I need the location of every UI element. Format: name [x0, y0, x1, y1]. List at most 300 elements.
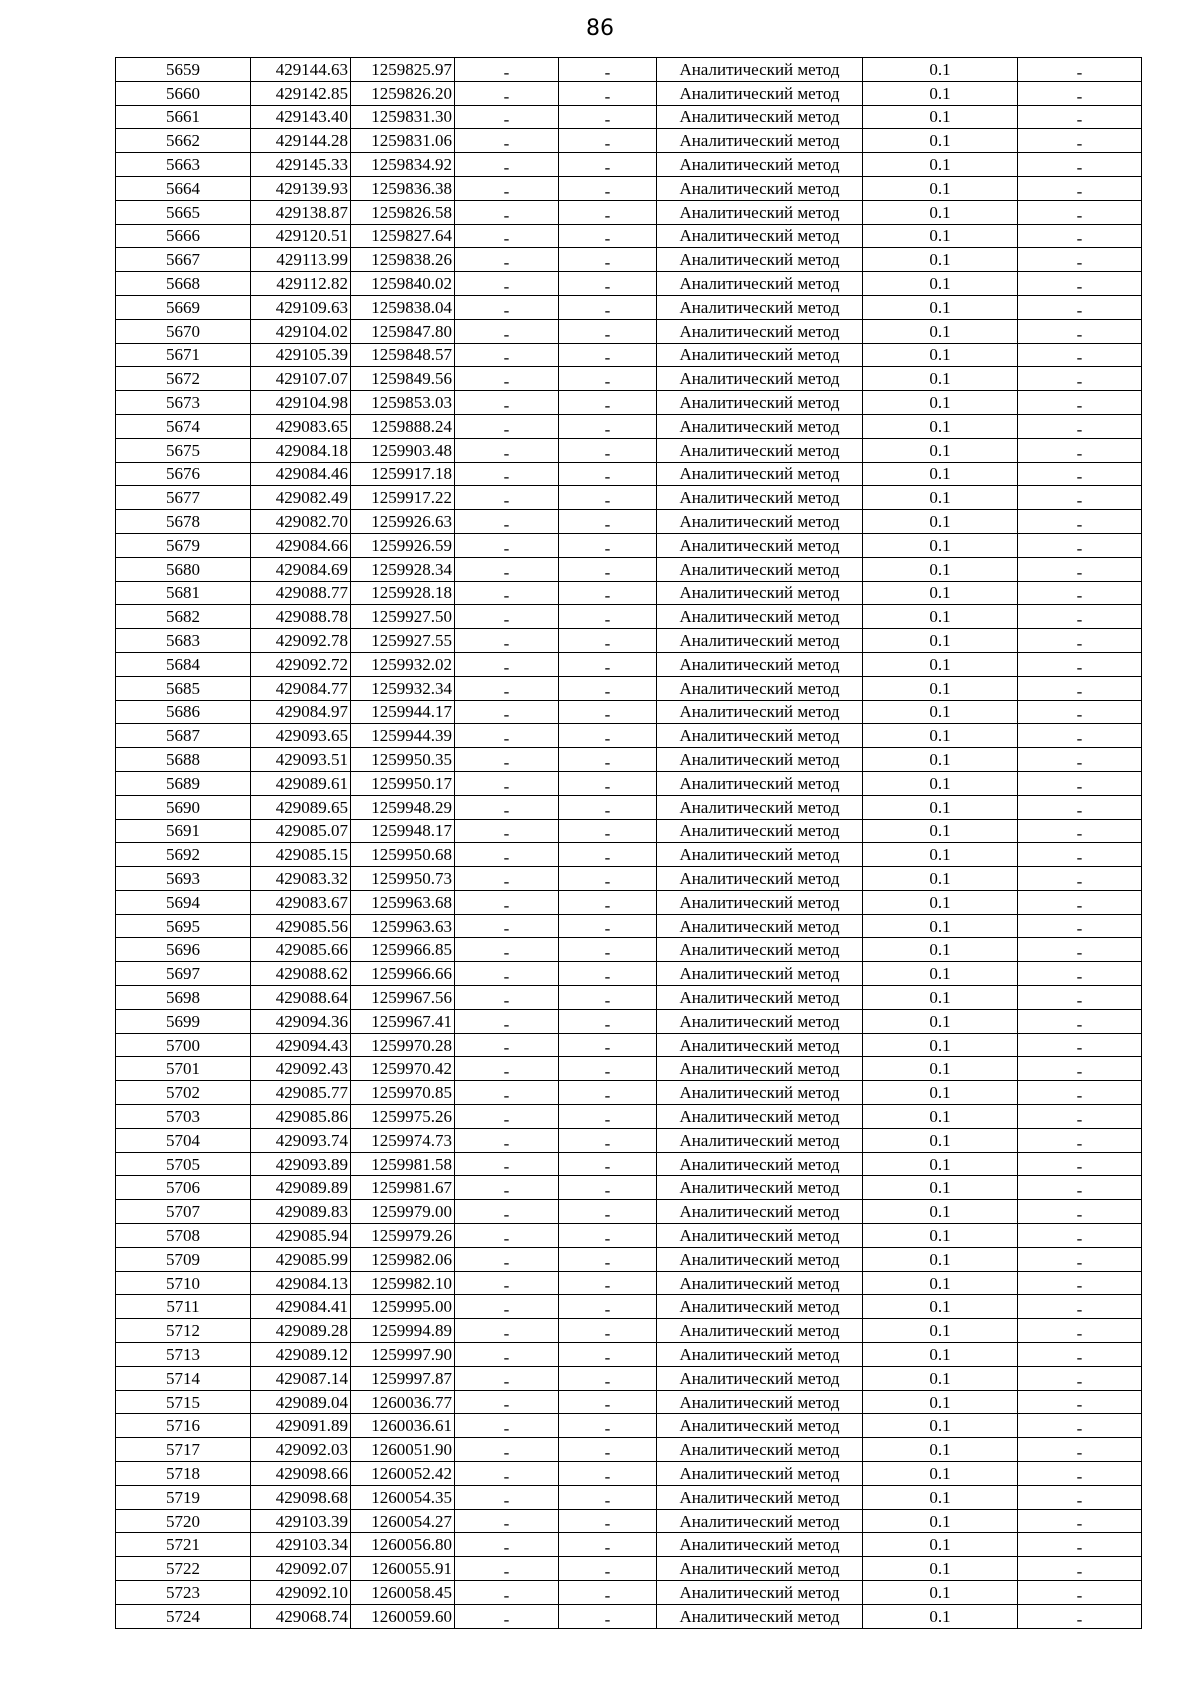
column-4-cell: - — [455, 986, 559, 1010]
y-coordinate-cell: 1259950.73 — [351, 867, 455, 891]
column-4-cell: - — [455, 1509, 559, 1533]
column-8-cell: - — [1018, 105, 1142, 129]
x-coordinate-cell: 429087.14 — [251, 1366, 351, 1390]
accuracy-cell: 0.1 — [863, 510, 1018, 534]
accuracy-cell: 0.1 — [863, 1414, 1018, 1438]
column-4-cell: - — [455, 1152, 559, 1176]
column-8-cell: - — [1018, 224, 1142, 248]
y-coordinate-cell: 1259944.17 — [351, 700, 455, 724]
table-row — [116, 914, 1142, 938]
accuracy-cell: 0.1 — [863, 1462, 1018, 1486]
method-cell: Аналитический метод — [657, 272, 863, 296]
column-4-cell: - — [455, 200, 559, 224]
method-cell: Аналитический метод — [657, 1462, 863, 1486]
table-row — [116, 1033, 1142, 1057]
point-number-cell: 5664 — [116, 176, 251, 200]
column-8-cell: - — [1018, 605, 1142, 629]
x-coordinate-cell: 429084.69 — [251, 557, 351, 581]
column-5-cell: - — [559, 319, 657, 343]
point-number-cell: 5669 — [116, 295, 251, 319]
table-row — [116, 319, 1142, 343]
method-cell: Аналитический метод — [657, 248, 863, 272]
accuracy-cell: 0.1 — [863, 962, 1018, 986]
x-coordinate-cell: 429120.51 — [251, 224, 351, 248]
column-4-cell: - — [455, 605, 559, 629]
column-8-cell: - — [1018, 890, 1142, 914]
method-cell: Аналитический метод — [657, 1343, 863, 1367]
table-row — [116, 581, 1142, 605]
y-coordinate-cell: 1259963.63 — [351, 914, 455, 938]
accuracy-cell: 0.1 — [863, 1343, 1018, 1367]
point-number-cell: 5723 — [116, 1581, 251, 1605]
column-8-cell: - — [1018, 867, 1142, 891]
column-4-cell: - — [455, 1485, 559, 1509]
column-8-cell: - — [1018, 843, 1142, 867]
point-number-cell: 5724 — [116, 1604, 251, 1628]
table-row — [116, 153, 1142, 177]
x-coordinate-cell: 429103.39 — [251, 1509, 351, 1533]
accuracy-cell: 0.1 — [863, 1081, 1018, 1105]
method-cell: Аналитический метод — [657, 748, 863, 772]
x-coordinate-cell: 429098.68 — [251, 1485, 351, 1509]
column-4-cell: - — [455, 843, 559, 867]
column-4-cell: - — [455, 510, 559, 534]
method-cell: Аналитический метод — [657, 343, 863, 367]
method-cell: Аналитический метод — [657, 1390, 863, 1414]
column-8-cell: - — [1018, 1105, 1142, 1129]
y-coordinate-cell: 1259834.92 — [351, 153, 455, 177]
accuracy-cell: 0.1 — [863, 295, 1018, 319]
column-5-cell: - — [559, 938, 657, 962]
table-row — [116, 1224, 1142, 1248]
column-5-cell: - — [559, 367, 657, 391]
column-4-cell: - — [455, 629, 559, 653]
method-cell: Аналитический метод — [657, 1271, 863, 1295]
accuracy-cell: 0.1 — [863, 795, 1018, 819]
accuracy-cell: 0.1 — [863, 486, 1018, 510]
accuracy-cell: 0.1 — [863, 1152, 1018, 1176]
column-5-cell: - — [559, 1319, 657, 1343]
accuracy-cell: 0.1 — [863, 533, 1018, 557]
y-coordinate-cell: 1259970.42 — [351, 1057, 455, 1081]
method-cell: Аналитический метод — [657, 867, 863, 891]
accuracy-cell: 0.1 — [863, 224, 1018, 248]
y-coordinate-cell: 1259926.59 — [351, 533, 455, 557]
method-cell: Аналитический метод — [657, 890, 863, 914]
point-number-cell: 5681 — [116, 581, 251, 605]
column-5-cell: - — [559, 343, 657, 367]
x-coordinate-cell: 429085.86 — [251, 1105, 351, 1129]
accuracy-cell: 0.1 — [863, 176, 1018, 200]
x-coordinate-cell: 429091.89 — [251, 1414, 351, 1438]
column-4-cell: - — [455, 1557, 559, 1581]
y-coordinate-cell: 1259979.26 — [351, 1224, 455, 1248]
accuracy-cell: 0.1 — [863, 771, 1018, 795]
column-8-cell: - — [1018, 1319, 1142, 1343]
method-cell: Аналитический метод — [657, 1200, 863, 1224]
column-8-cell: - — [1018, 1176, 1142, 1200]
column-8-cell: - — [1018, 1200, 1142, 1224]
column-8-cell: - — [1018, 1533, 1142, 1557]
y-coordinate-cell: 1259917.18 — [351, 462, 455, 486]
accuracy-cell: 0.1 — [863, 605, 1018, 629]
point-number-cell: 5688 — [116, 748, 251, 772]
point-number-cell: 5684 — [116, 652, 251, 676]
x-coordinate-cell: 429089.12 — [251, 1343, 351, 1367]
accuracy-cell: 0.1 — [863, 748, 1018, 772]
method-cell: Аналитический метод — [657, 129, 863, 153]
y-coordinate-cell: 1260055.91 — [351, 1557, 455, 1581]
x-coordinate-cell: 429093.74 — [251, 1128, 351, 1152]
column-8-cell: - — [1018, 652, 1142, 676]
column-8-cell: - — [1018, 819, 1142, 843]
column-8-cell: - — [1018, 295, 1142, 319]
x-coordinate-cell: 429084.77 — [251, 676, 351, 700]
table-row — [116, 1414, 1142, 1438]
point-number-cell: 5701 — [116, 1057, 251, 1081]
column-4-cell: - — [455, 224, 559, 248]
column-8-cell: - — [1018, 1485, 1142, 1509]
accuracy-cell: 0.1 — [863, 1295, 1018, 1319]
column-5-cell: - — [559, 819, 657, 843]
column-8-cell: - — [1018, 962, 1142, 986]
point-number-cell: 5712 — [116, 1319, 251, 1343]
column-4-cell: - — [455, 105, 559, 129]
column-4-cell: - — [455, 1247, 559, 1271]
point-number-cell: 5704 — [116, 1128, 251, 1152]
point-number-cell: 5660 — [116, 81, 251, 105]
column-8-cell: - — [1018, 1343, 1142, 1367]
method-cell: Аналитический метод — [657, 176, 863, 200]
method-cell: Аналитический метод — [657, 652, 863, 676]
column-8-cell: - — [1018, 1033, 1142, 1057]
column-5-cell: - — [559, 1343, 657, 1367]
point-number-cell: 5662 — [116, 129, 251, 153]
column-4-cell: - — [455, 1081, 559, 1105]
x-coordinate-cell: 429084.66 — [251, 533, 351, 557]
column-8-cell: - — [1018, 129, 1142, 153]
method-cell: Аналитический метод — [657, 1057, 863, 1081]
column-8-cell: - — [1018, 533, 1142, 557]
column-8-cell: - — [1018, 176, 1142, 200]
column-8-cell: - — [1018, 272, 1142, 296]
accuracy-cell: 0.1 — [863, 248, 1018, 272]
column-5-cell: - — [559, 1581, 657, 1605]
column-8-cell: - — [1018, 1009, 1142, 1033]
x-coordinate-cell: 429088.78 — [251, 605, 351, 629]
column-4-cell: - — [455, 1105, 559, 1129]
x-coordinate-cell: 429145.33 — [251, 153, 351, 177]
column-5-cell: - — [559, 1438, 657, 1462]
column-5-cell: - — [559, 58, 657, 82]
column-8-cell: - — [1018, 1152, 1142, 1176]
point-number-cell: 5678 — [116, 510, 251, 534]
method-cell: Аналитический метод — [657, 438, 863, 462]
x-coordinate-cell: 429092.10 — [251, 1581, 351, 1605]
column-4-cell: - — [455, 1128, 559, 1152]
point-number-cell: 5696 — [116, 938, 251, 962]
method-cell: Аналитический метод — [657, 1009, 863, 1033]
table-row — [116, 1009, 1142, 1033]
table-row — [116, 343, 1142, 367]
x-coordinate-cell: 429089.61 — [251, 771, 351, 795]
column-4-cell: - — [455, 676, 559, 700]
column-8-cell: - — [1018, 1128, 1142, 1152]
column-4-cell: - — [455, 962, 559, 986]
y-coordinate-cell: 1259825.97 — [351, 58, 455, 82]
accuracy-cell: 0.1 — [863, 557, 1018, 581]
table-row — [116, 58, 1142, 82]
column-5-cell: - — [559, 272, 657, 296]
method-cell: Аналитический метод — [657, 795, 863, 819]
table-row — [116, 224, 1142, 248]
column-4-cell: - — [455, 1414, 559, 1438]
method-cell: Аналитический метод — [657, 1414, 863, 1438]
x-coordinate-cell: 429089.04 — [251, 1390, 351, 1414]
method-cell: Аналитический метод — [657, 1509, 863, 1533]
x-coordinate-cell: 429142.85 — [251, 81, 351, 105]
column-5-cell: - — [559, 105, 657, 129]
column-5-cell: - — [559, 414, 657, 438]
method-cell: Аналитический метод — [657, 629, 863, 653]
accuracy-cell: 0.1 — [863, 867, 1018, 891]
method-cell: Аналитический метод — [657, 1081, 863, 1105]
y-coordinate-cell: 1259950.35 — [351, 748, 455, 772]
method-cell: Аналитический метод — [657, 1105, 863, 1129]
x-coordinate-cell: 429085.99 — [251, 1247, 351, 1271]
method-cell: Аналитический метод — [657, 319, 863, 343]
table-row — [116, 1295, 1142, 1319]
table-row — [116, 629, 1142, 653]
column-5-cell: - — [559, 1009, 657, 1033]
y-coordinate-cell: 1260036.77 — [351, 1390, 455, 1414]
column-8-cell: - — [1018, 1414, 1142, 1438]
accuracy-cell: 0.1 — [863, 1319, 1018, 1343]
accuracy-cell: 0.1 — [863, 1176, 1018, 1200]
column-4-cell: - — [455, 1009, 559, 1033]
accuracy-cell: 0.1 — [863, 58, 1018, 82]
column-4-cell: - — [455, 1033, 559, 1057]
column-4-cell: - — [455, 153, 559, 177]
column-8-cell: - — [1018, 748, 1142, 772]
column-8-cell: - — [1018, 1295, 1142, 1319]
x-coordinate-cell: 429089.28 — [251, 1319, 351, 1343]
accuracy-cell: 0.1 — [863, 1224, 1018, 1248]
accuracy-cell: 0.1 — [863, 129, 1018, 153]
x-coordinate-cell: 429082.70 — [251, 510, 351, 534]
column-4-cell: - — [455, 486, 559, 510]
x-coordinate-cell: 429103.34 — [251, 1533, 351, 1557]
y-coordinate-cell: 1259970.85 — [351, 1081, 455, 1105]
column-8-cell: - — [1018, 486, 1142, 510]
method-cell: Аналитический метод — [657, 367, 863, 391]
x-coordinate-cell: 429083.32 — [251, 867, 351, 891]
column-8-cell: - — [1018, 438, 1142, 462]
y-coordinate-cell: 1259948.29 — [351, 795, 455, 819]
column-5-cell: - — [559, 1128, 657, 1152]
method-cell: Аналитический метод — [657, 1604, 863, 1628]
y-coordinate-cell: 1259995.00 — [351, 1295, 455, 1319]
column-5-cell: - — [559, 438, 657, 462]
method-cell: Аналитический метод — [657, 1581, 863, 1605]
point-number-cell: 5721 — [116, 1533, 251, 1557]
table-row — [116, 414, 1142, 438]
table-row — [116, 533, 1142, 557]
table-row — [116, 962, 1142, 986]
y-coordinate-cell: 1259840.02 — [351, 272, 455, 296]
column-4-cell: - — [455, 890, 559, 914]
column-5-cell: - — [559, 129, 657, 153]
column-4-cell: - — [455, 795, 559, 819]
accuracy-cell: 0.1 — [863, 1604, 1018, 1628]
point-number-cell: 5665 — [116, 200, 251, 224]
accuracy-cell: 0.1 — [863, 391, 1018, 415]
x-coordinate-cell: 429085.94 — [251, 1224, 351, 1248]
table-row — [116, 1343, 1142, 1367]
method-cell: Аналитический метод — [657, 533, 863, 557]
x-coordinate-cell: 429104.02 — [251, 319, 351, 343]
accuracy-cell: 0.1 — [863, 1390, 1018, 1414]
method-cell: Аналитический метод — [657, 819, 863, 843]
y-coordinate-cell: 1259838.26 — [351, 248, 455, 272]
x-coordinate-cell: 429084.46 — [251, 462, 351, 486]
table-row — [116, 1509, 1142, 1533]
y-coordinate-cell: 1259928.34 — [351, 557, 455, 581]
y-coordinate-cell: 1259970.28 — [351, 1033, 455, 1057]
accuracy-cell: 0.1 — [863, 1128, 1018, 1152]
column-8-cell: - — [1018, 557, 1142, 581]
point-number-cell: 5693 — [116, 867, 251, 891]
table-row — [116, 1176, 1142, 1200]
table-row — [116, 867, 1142, 891]
accuracy-cell: 0.1 — [863, 1509, 1018, 1533]
table-row — [116, 1533, 1142, 1557]
method-cell: Аналитический метод — [657, 1557, 863, 1581]
column-8-cell: - — [1018, 1366, 1142, 1390]
y-coordinate-cell: 1259950.17 — [351, 771, 455, 795]
point-number-cell: 5711 — [116, 1295, 251, 1319]
method-cell: Аналитический метод — [657, 153, 863, 177]
method-cell: Аналитический метод — [657, 295, 863, 319]
y-coordinate-cell: 1259966.66 — [351, 962, 455, 986]
y-coordinate-cell: 1259927.50 — [351, 605, 455, 629]
column-4-cell: - — [455, 1224, 559, 1248]
column-8-cell: - — [1018, 1462, 1142, 1486]
column-5-cell: - — [559, 1414, 657, 1438]
y-coordinate-cell: 1260059.60 — [351, 1604, 455, 1628]
point-number-cell: 5722 — [116, 1557, 251, 1581]
point-number-cell: 5690 — [116, 795, 251, 819]
x-coordinate-cell: 429092.03 — [251, 1438, 351, 1462]
point-number-cell: 5702 — [116, 1081, 251, 1105]
y-coordinate-cell: 1259948.17 — [351, 819, 455, 843]
table-row — [116, 1105, 1142, 1129]
y-coordinate-cell: 1260054.27 — [351, 1509, 455, 1533]
column-8-cell: - — [1018, 581, 1142, 605]
method-cell: Аналитический метод — [657, 200, 863, 224]
column-8-cell: - — [1018, 1081, 1142, 1105]
accuracy-cell: 0.1 — [863, 272, 1018, 296]
method-cell: Аналитический метод — [657, 700, 863, 724]
column-8-cell: - — [1018, 700, 1142, 724]
table-row — [116, 200, 1142, 224]
point-number-cell: 5674 — [116, 414, 251, 438]
table-row — [116, 652, 1142, 676]
table-row — [116, 486, 1142, 510]
table-row — [116, 890, 1142, 914]
y-coordinate-cell: 1259926.63 — [351, 510, 455, 534]
column-5-cell: - — [559, 1081, 657, 1105]
method-cell: Аналитический метод — [657, 843, 863, 867]
y-coordinate-cell: 1260036.61 — [351, 1414, 455, 1438]
accuracy-cell: 0.1 — [863, 319, 1018, 343]
table-row — [116, 700, 1142, 724]
y-coordinate-cell: 1259932.02 — [351, 652, 455, 676]
x-coordinate-cell: 429092.72 — [251, 652, 351, 676]
y-coordinate-cell: 1259826.58 — [351, 200, 455, 224]
x-coordinate-cell: 429112.82 — [251, 272, 351, 296]
point-number-cell: 5697 — [116, 962, 251, 986]
column-5-cell: - — [559, 557, 657, 581]
method-cell: Аналитический метод — [657, 605, 863, 629]
y-coordinate-cell: 1259982.10 — [351, 1271, 455, 1295]
column-8-cell: - — [1018, 771, 1142, 795]
accuracy-cell: 0.1 — [863, 1200, 1018, 1224]
y-coordinate-cell: 1259975.26 — [351, 1105, 455, 1129]
method-cell: Аналитический метод — [657, 486, 863, 510]
y-coordinate-cell: 1259888.24 — [351, 414, 455, 438]
accuracy-cell: 0.1 — [863, 819, 1018, 843]
x-coordinate-cell: 429093.89 — [251, 1152, 351, 1176]
y-coordinate-cell: 1259831.30 — [351, 105, 455, 129]
table-row — [116, 748, 1142, 772]
point-number-cell: 5675 — [116, 438, 251, 462]
column-8-cell: - — [1018, 1557, 1142, 1581]
accuracy-cell: 0.1 — [863, 1009, 1018, 1033]
column-5-cell: - — [559, 724, 657, 748]
column-5-cell: - — [559, 914, 657, 938]
point-number-cell: 5686 — [116, 700, 251, 724]
column-5-cell: - — [559, 986, 657, 1010]
column-4-cell: - — [455, 343, 559, 367]
x-coordinate-cell: 429088.77 — [251, 581, 351, 605]
point-number-cell: 5700 — [116, 1033, 251, 1057]
point-number-cell: 5667 — [116, 248, 251, 272]
method-cell: Аналитический метод — [657, 81, 863, 105]
y-coordinate-cell: 1259981.67 — [351, 1176, 455, 1200]
method-cell: Аналитический метод — [657, 938, 863, 962]
table-row — [116, 129, 1142, 153]
column-5-cell: - — [559, 295, 657, 319]
column-8-cell: - — [1018, 676, 1142, 700]
accuracy-cell: 0.1 — [863, 629, 1018, 653]
column-8-cell: - — [1018, 724, 1142, 748]
column-8-cell: - — [1018, 81, 1142, 105]
column-8-cell: - — [1018, 1390, 1142, 1414]
table-row — [116, 819, 1142, 843]
table-row — [116, 1438, 1142, 1462]
y-coordinate-cell: 1259848.57 — [351, 343, 455, 367]
x-coordinate-cell: 429098.66 — [251, 1462, 351, 1486]
x-coordinate-cell: 429089.89 — [251, 1176, 351, 1200]
accuracy-cell: 0.1 — [863, 438, 1018, 462]
column-8-cell: - — [1018, 1224, 1142, 1248]
column-5-cell: - — [559, 1176, 657, 1200]
column-5-cell: - — [559, 486, 657, 510]
point-number-cell: 5713 — [116, 1343, 251, 1367]
column-5-cell: - — [559, 581, 657, 605]
method-cell: Аналитический метод — [657, 1485, 863, 1509]
